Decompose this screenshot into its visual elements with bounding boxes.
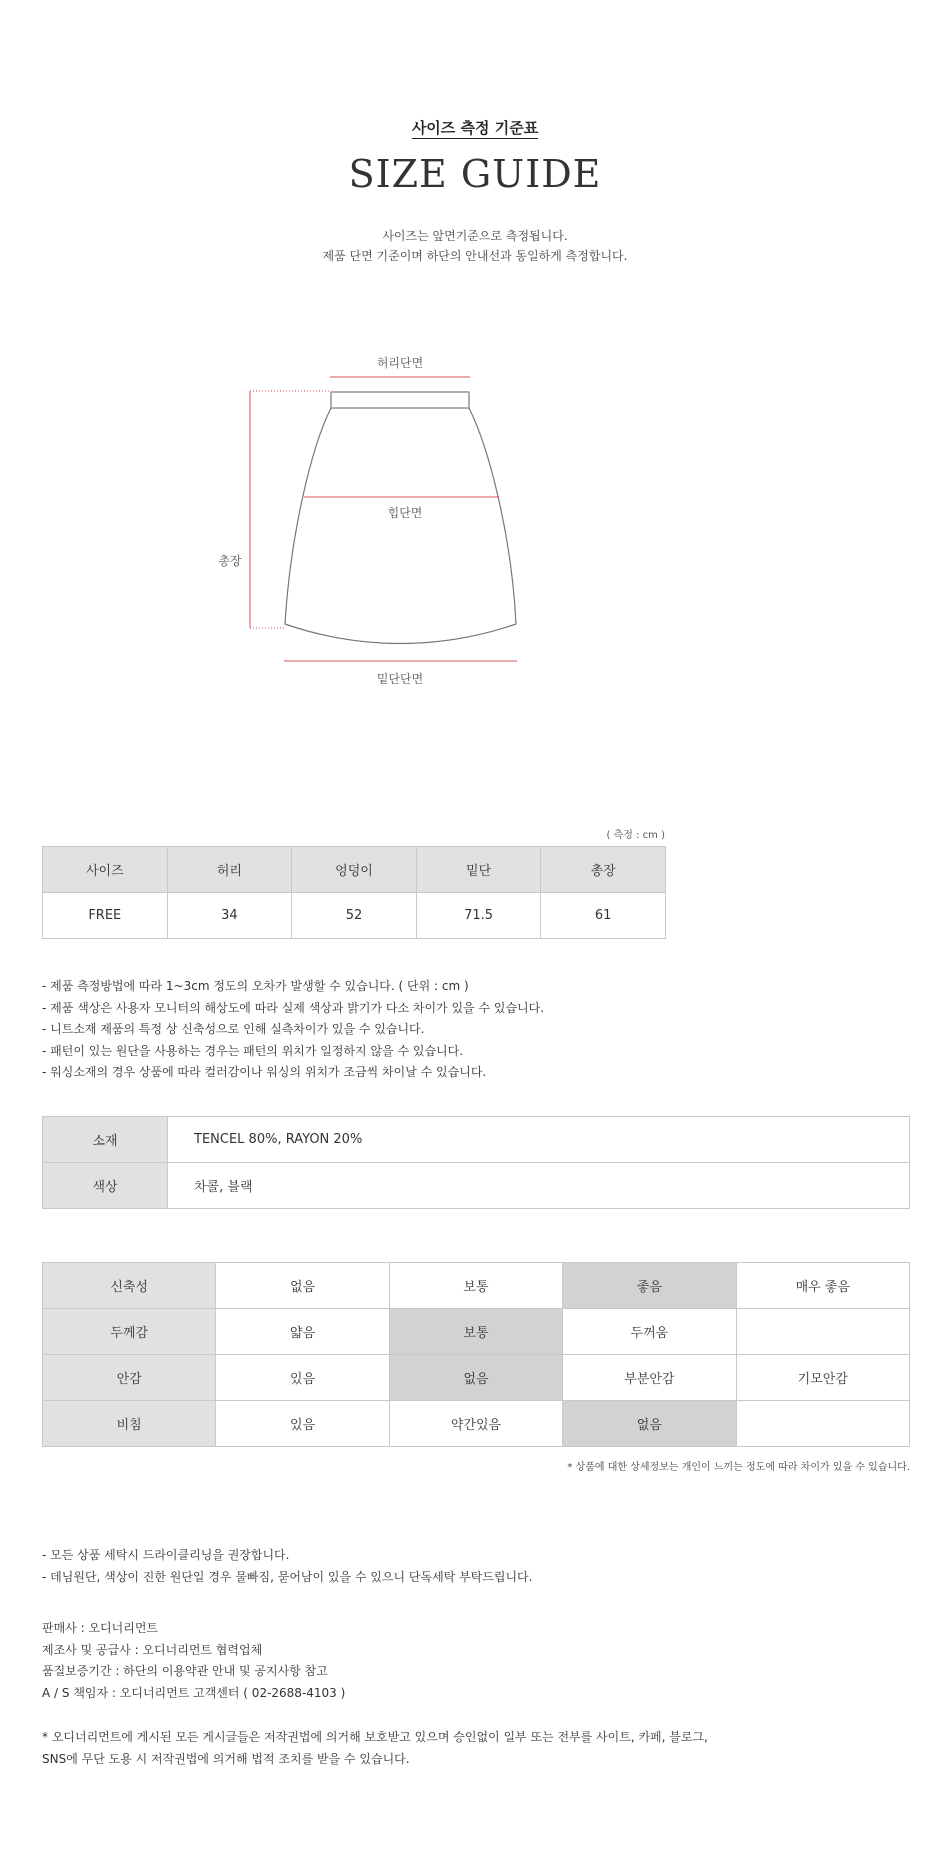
attr-option: 기모안감 — [736, 1355, 909, 1401]
waist-label: 허리단면 — [376, 356, 424, 370]
size-cell: FREE — [43, 893, 168, 939]
header-cell: 총장 — [541, 847, 666, 893]
seller-info — [42, 1618, 345, 1704]
header-cell: 밑단 — [416, 847, 541, 893]
size-table — [42, 846, 666, 939]
attr-key: 두께감 — [43, 1309, 216, 1355]
attr-key: 비침 — [43, 1401, 216, 1447]
material-table — [42, 1116, 910, 1209]
copyright-line: * 오디너리먼트에 게시된 모든 게시글들은 저작권법에 의거해 보호받고 있으며 승인없이 일부 또는 전부를 사이트, 카페, 블로그, — [42, 1730, 708, 1744]
hip-cell: 52 — [292, 893, 417, 939]
attr-key: 안감 — [43, 1355, 216, 1401]
intro-line: 사이즈는 앞면기준으로 측정됩니다. — [382, 229, 568, 243]
care-instructions — [42, 1545, 532, 1588]
unit-note: ( 측정 : cm ) — [606, 830, 665, 841]
attr-row-lining — [43, 1355, 910, 1401]
length-label: 총장 — [218, 554, 242, 568]
attr-option: 두꺼움 — [563, 1309, 736, 1355]
note-line: - 워싱소재의 경우 상품에 따라 컬러감이나 워싱의 위치가 조금씩 차이날 수 있습니다. — [42, 1065, 487, 1079]
material-key: 소재 — [43, 1117, 168, 1163]
waist-cell: 34 — [167, 893, 292, 939]
note-line: - 니트소재 제품의 특정 상 신축성으로 인해 실측차이가 있을 수 있습니다. — [42, 1022, 425, 1036]
header-cell: 허리 — [167, 847, 292, 893]
care-line: - 모든 상품 세탁시 드라이클리닝을 권장합니다. — [42, 1548, 290, 1562]
copyright-notice — [42, 1727, 708, 1770]
intro-text — [0, 226, 950, 266]
color-value: 차콜, 블랙 — [168, 1163, 910, 1209]
page-title: SIZE GUIDE — [348, 152, 602, 196]
skirt-measurement-diagram — [218, 340, 650, 740]
skirt-outline — [285, 408, 516, 644]
seller-line: 제조사 및 공급사 : 오디너리먼트 협력업체 — [42, 1642, 263, 1657]
attributes-note: * 상품에 대한 상세정보는 개인이 느끼는 정도에 따라 차이가 있을 수 있습니다. — [567, 1462, 910, 1473]
hip-label: 힙단면 — [387, 506, 423, 520]
size-guide-kicker: 사이즈 측정 기준표 — [411, 119, 539, 137]
attr-option — [736, 1309, 909, 1355]
attr-option: 얇음 — [216, 1309, 389, 1355]
attr-option: 있음 — [216, 1355, 389, 1401]
attr-option: 약간있음 — [389, 1401, 562, 1447]
waistband — [331, 392, 469, 408]
attr-option: 있음 — [216, 1401, 389, 1447]
attr-option: 없음 — [216, 1263, 389, 1309]
note-line: - 제품 측정방법에 따라 1~3cm 정도의 오차가 발생할 수 있습니다. ( 단위 : cm ) — [42, 979, 469, 993]
header-cell: 엉덩이 — [292, 847, 417, 893]
header-cell: 사이즈 — [43, 847, 168, 893]
seller-line: 판매사 : 오디너리먼트 — [42, 1621, 159, 1635]
intro-line: 제품 단면 기준이며 하단의 안내선과 동일하게 측정합니다. — [322, 249, 628, 263]
attr-row-sheerness — [43, 1401, 910, 1447]
hem-cell: 71.5 — [416, 893, 541, 939]
length-cell: 61 — [541, 893, 666, 939]
seller-line: 품질보증기간 : 하단의 이용약관 안내 및 공지사항 참고 — [42, 1664, 328, 1678]
seller-line: A / S 책임자 : 오디너리먼트 고객센터 ( 02-2688-4103 ) — [42, 1685, 346, 1700]
table-row — [43, 893, 666, 939]
attr-option-selected: 보통 — [389, 1309, 562, 1355]
note-line: - 제품 색상은 사용자 모니터의 해상도에 따라 실제 색상과 밝기가 다소 차이가 있을 수 있습니다. — [42, 1000, 545, 1015]
attributes-table — [42, 1262, 910, 1447]
color-key: 색상 — [43, 1163, 168, 1209]
measurement-notes — [42, 976, 544, 1084]
attr-option: 매우 좋음 — [736, 1263, 909, 1309]
attr-option-selected: 없음 — [563, 1401, 736, 1447]
attr-option: 보통 — [389, 1263, 562, 1309]
size-table-header — [43, 847, 666, 893]
care-line: - 데님원단, 색상이 진한 원단일 경우 물빠짐, 묻어남이 있을 수 있으니 단독세탁 부탁드립니다. — [42, 1569, 533, 1584]
hem-label: 밑단단면 — [376, 672, 424, 686]
table-row — [43, 1163, 910, 1209]
attr-option-selected: 좋음 — [563, 1263, 736, 1309]
attr-row-stretch — [43, 1263, 910, 1309]
attr-option — [736, 1401, 909, 1447]
attr-row-thickness — [43, 1309, 910, 1355]
copyright-line: SNS에 무단 도용 시 저작권법에 의거해 법적 조치를 받을 수 있습니다. — [42, 1751, 410, 1766]
attr-option: 부분안감 — [563, 1355, 736, 1401]
table-row — [43, 1117, 910, 1163]
attr-option-selected: 없음 — [389, 1355, 562, 1401]
material-value: TENCEL 80%, RAYON 20% — [168, 1117, 910, 1163]
note-line: - 패턴이 있는 원단을 사용하는 경우는 패턴의 위치가 일정하지 않을 수 있습니다. — [42, 1043, 464, 1058]
attr-key: 신축성 — [43, 1263, 216, 1309]
